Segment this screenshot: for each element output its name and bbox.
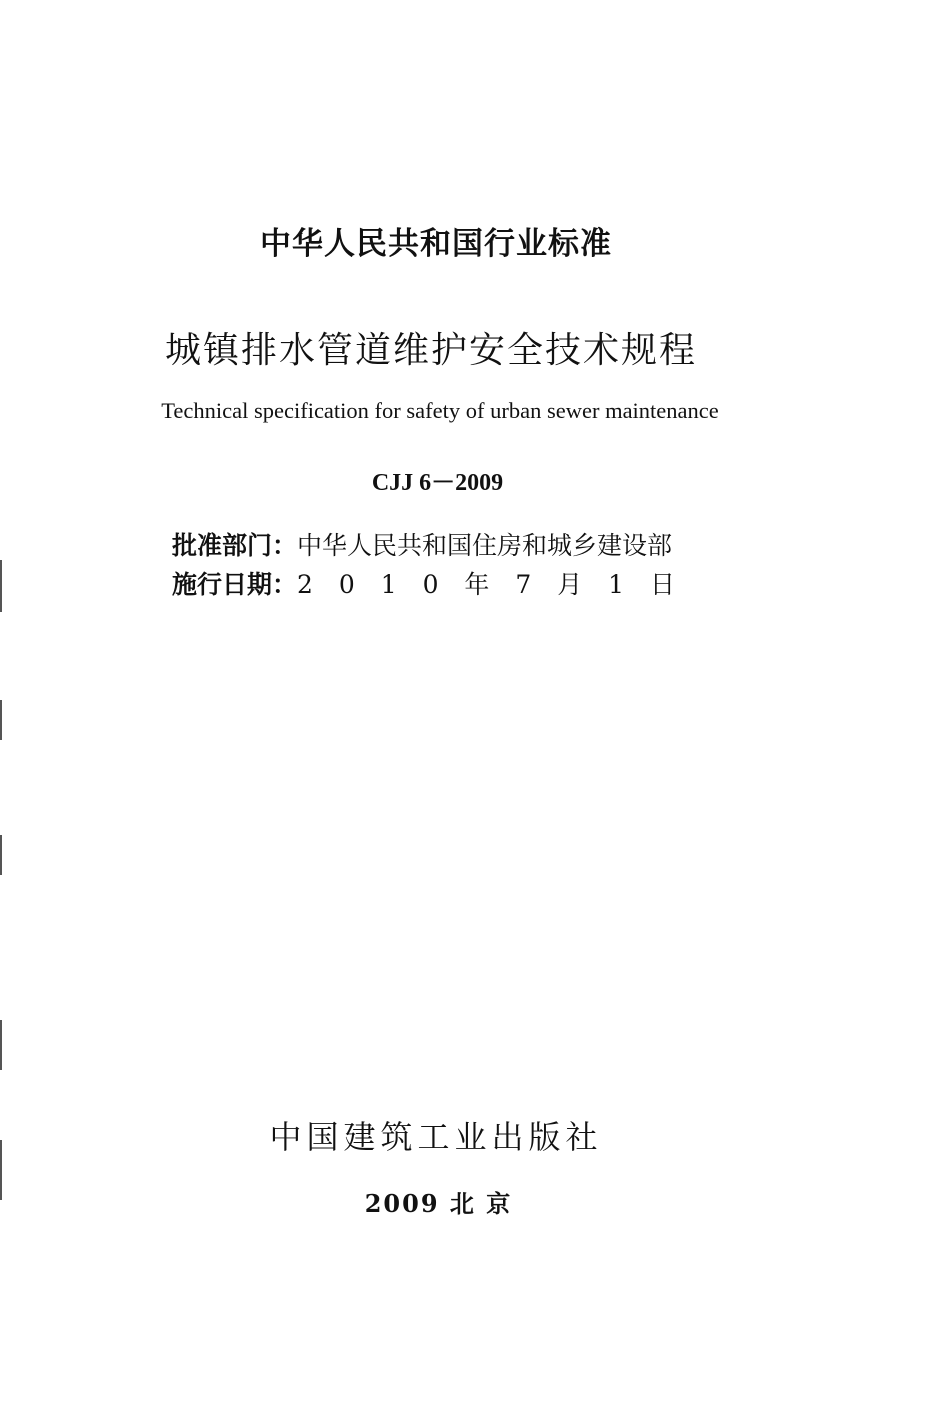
effective-date-value: 2 0 1 0 年 7 月 1 日 <box>297 570 680 599</box>
scan-edge-mark <box>0 835 2 875</box>
title-english: Technical specification for safety of urban sewer maintenance <box>161 398 719 423</box>
approval-label: 批准部门： <box>172 531 298 560</box>
standard-category: 中华人民共和国行业标准 <box>260 226 612 262</box>
approval-value: 中华人民共和国住房和城乡建设部 <box>297 531 673 560</box>
effective-date-label: 施行日期： <box>172 570 298 599</box>
approval-department <box>172 526 672 562</box>
scan-edge-mark <box>0 1140 2 1200</box>
scan-edge-mark <box>0 560 2 612</box>
standard-code: CJJ 6－2009 <box>371 470 504 496</box>
scan-edge-mark <box>0 1020 2 1070</box>
publish-place: 2009 北 京 <box>364 1189 513 1218</box>
publisher: 中国建筑工业出版社 <box>269 1118 603 1156</box>
title-chinese: 城镇排水管道维护安全技术规程 <box>164 330 697 371</box>
effective-date <box>172 565 679 601</box>
scan-edge-mark <box>0 700 2 740</box>
